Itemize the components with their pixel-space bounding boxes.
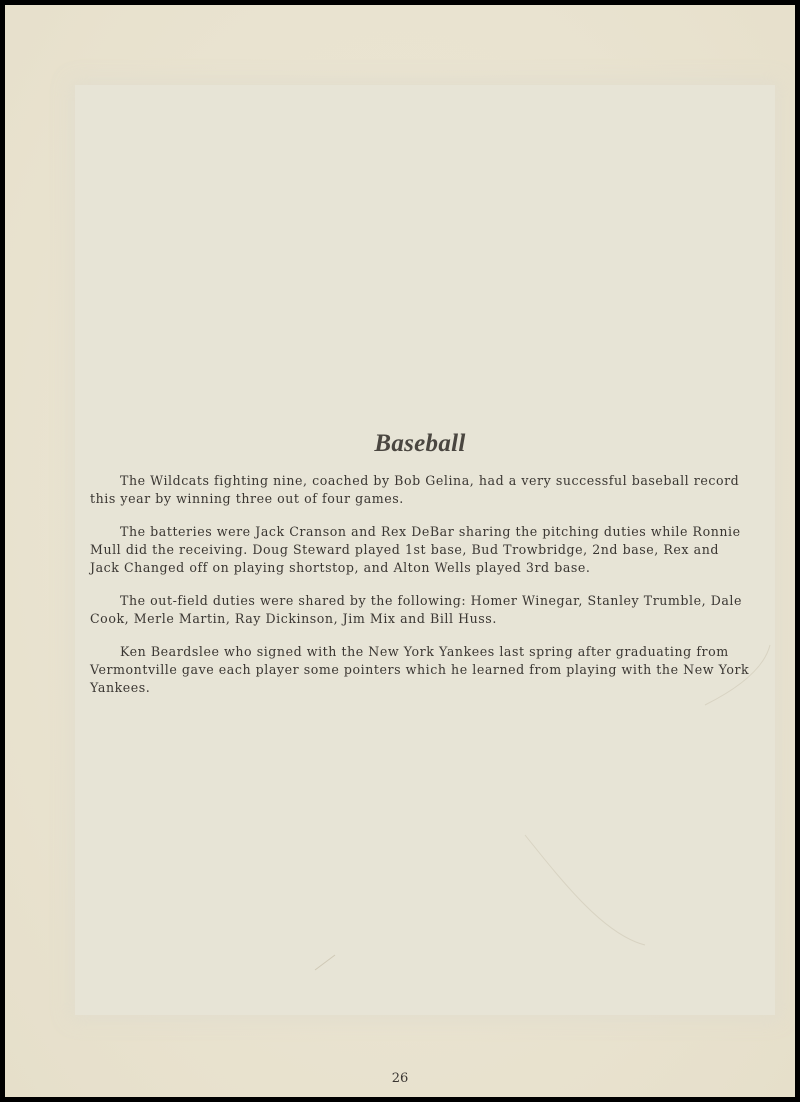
paragraph-1: The Wildcats fighting nine, coached by Bob Gelina, had a very successful baseball record this year by winning three out of four games.	[90, 473, 740, 506]
paragraph-3: The out-field duties were shared by the following: Homer Winegar, Stanley Trumble, Dale Cook, Merle Martin, Ray Dickinson, Jim Mix and Bill Huss.	[90, 593, 743, 626]
paragraph-2: The batteries were Jack Cranson and Rex DeBar sharing the pitching duties while Ronnie Mull did the receiving. Doug Steward played 1st base, Bud Trowbridge, 2nd base, Rex and Jack Changed off on playing shortstop, and Alton Wells played 3rd base.	[90, 524, 741, 575]
page-number: 26	[391, 1071, 409, 1086]
paragraph-4: Ken Beardslee who signed with the New York Yankees last spring after graduating from Vermontville gave each player some pointers which he learned from playing with the New York Yankees.	[90, 644, 750, 695]
article	[90, 430, 750, 712]
page-sheet	[5, 5, 795, 1097]
article-title: Baseball	[374, 430, 466, 457]
